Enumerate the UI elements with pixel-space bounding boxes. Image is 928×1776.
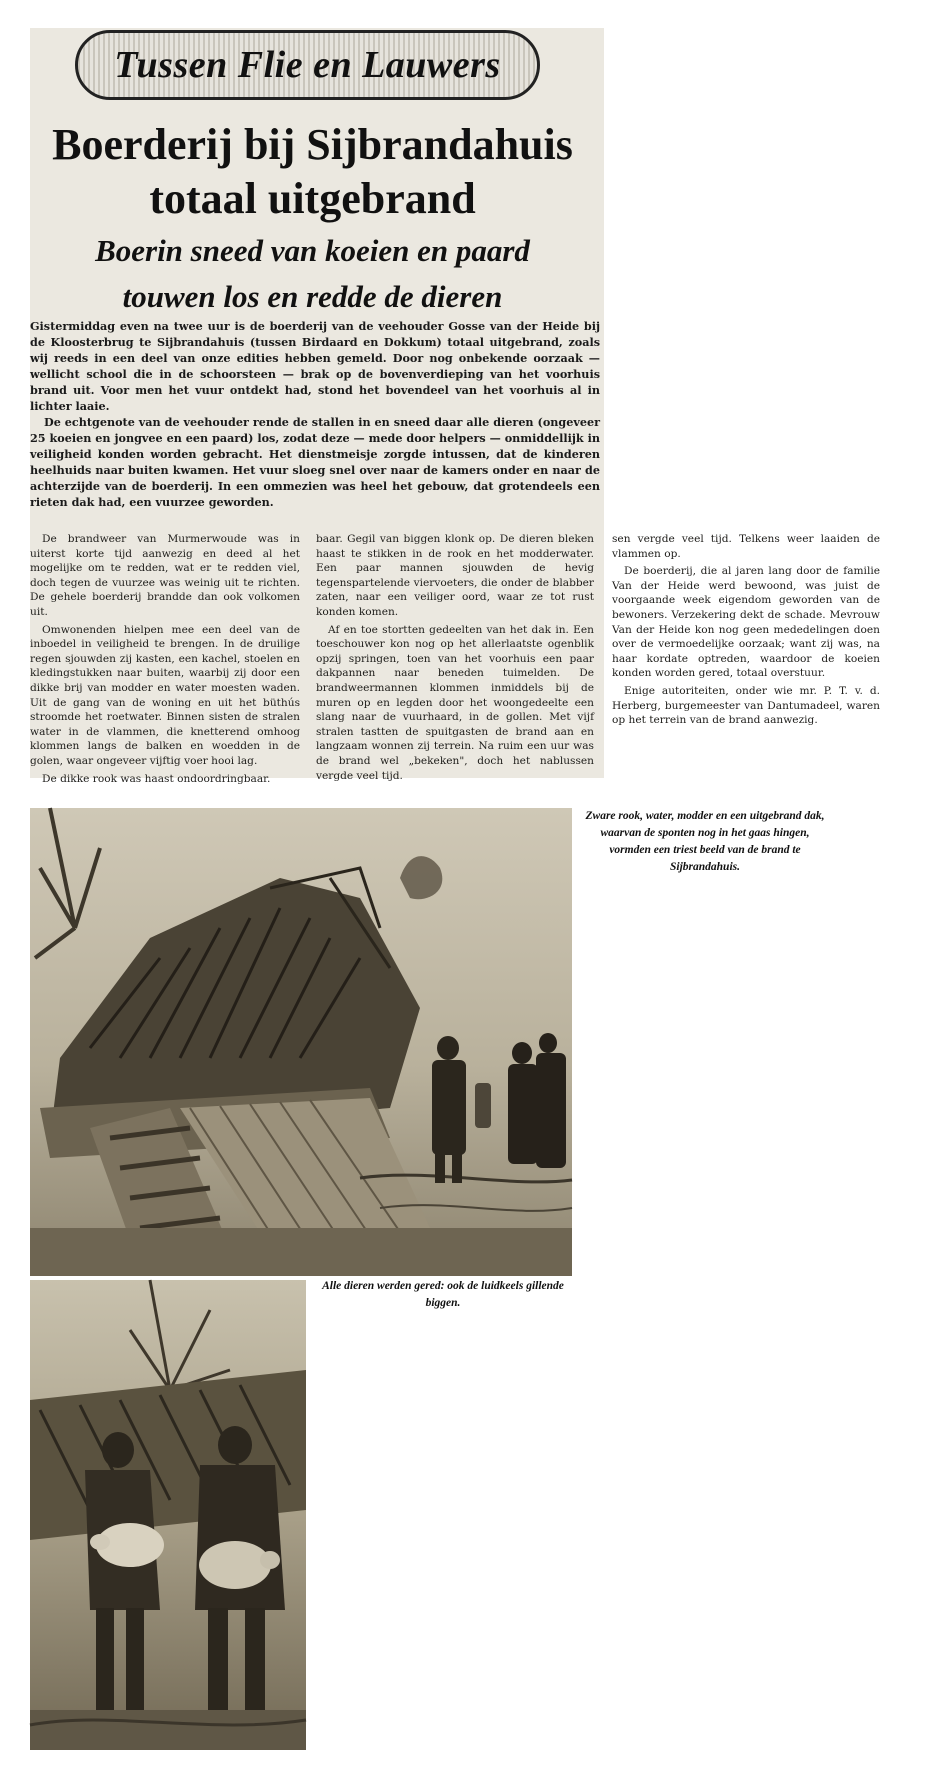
photo-burned-farmhouse (30, 808, 572, 1276)
lead-paragraphs (30, 318, 600, 510)
body-paragraph: sen vergde veel tijd. Telkens weer laaiden de vlammen op. (612, 533, 880, 560)
body-paragraph: De brandweer van Murmerwoude was in uiterst korte tijd aanwezig en deed al het mogelijke om te redden, wat er te redden viel, doch tegen de vuurzee was weinig uit te richten. De gehele boerderij brandde dan ook volkomen uit. (30, 533, 300, 618)
subheadline-line-1: Boerin sneed van koeien en paard (95, 233, 530, 268)
headline-line-2: totaal uitgebrand (149, 174, 476, 223)
body-paragraph: De boerderij, die al jaren lang door de familie Van der Heide werd bewoond, was juist de voorgaande week eigendom geworden van de bewoners. Verzekering dekt de schade. Mevrouw Van der Heide kon nog geen mededelingen doen over de vermoedelijke oorzaak; want zij was, na haar kordate optreden, waardoor de koeien konden worden gered, totaal overstuur. (612, 565, 880, 680)
section-banner-text: Tussen Flie en Lauwers (114, 44, 501, 86)
lead-paragraph: Gistermiddag even na twee uur is de boerderij van de veehouder Gosse van der Heide bij de Kloosterbrug te Sijbrandahuis (tussen Birdaard en Dokkum) totaal uitgebrand, zoals wij reeds in een deel van onze edities hebben gemeld. Door nog onbekende oorzaak — wellicht school die in de schoorsteen — brak op de bovenverdieping van het voorhuis brand uit. Voor men het vuur ontdekt had, stond het bovendeel van het voorhuis al in lichter laaie. (30, 319, 600, 413)
headline-line-1: Boerderij bij Sijbrandahuis (52, 120, 573, 169)
body-paragraph: Enige autoriteiten, onder wie mr. P. T. v. d. Herberg, burgemeester van Dantumadeel, waren op het terrein van de brand aanwezig. (612, 684, 880, 727)
subheadline-line-2: touwen los en redde de dieren (122, 279, 503, 314)
body-paragraph: baar. Gegil van biggen klonk op. De dieren bleken haast te stikken in de rook en het modderwater. Een paar mannen sjouwden de hevig tegenspartelende viervoeters, die onder de blabber zaten, naar een veiliger oord, waar ze tot rust konden komen. (316, 533, 594, 618)
photo-caption-2: Alle dieren werden gered: ook de luidkeels gillende biggen. (322, 1280, 564, 1309)
body-paragraph: De dikke rook was haast ondoordringbaar. (42, 772, 271, 785)
section-banner (75, 30, 540, 100)
subheadline (30, 228, 595, 320)
article-column-3 (612, 532, 880, 731)
headline (40, 118, 585, 226)
article-column-2 (316, 532, 594, 782)
photo-rescued-pigs (30, 1280, 306, 1750)
body-paragraph: Af en toe stortten gedeelten van het dak in. Een toeschouwer kon nog op het allerlaatste ogenblik opzij springen, toen van het voorhuis een paar dakpannen naar beneden tuimelden. De brandweermannen klommen inmiddels bij de muren op en legden door het woongedeelte een slang naar de vuurhaard, in de gollen. Met vijf stralen tastten de spuitgasten de brand aan en langzaam wonnen zij terrein. Na ruim een uur was de brand wel „bekeken", doch het nablussen vergde veel tijd. (316, 623, 594, 782)
lead-paragraph: De echtgenote van de veehouder rende de stallen in en sneed daar alle dieren (ongeveer 25 koeien en jongvee en een paard) los, zodat deze — mede door helpers — onmiddellijk in veiligheid konden worden gebracht. Het dienstmeisje zorgde intussen, dat de kinderen heelhuids naar buiten kwamen. Het vuur sloeg snel over naar de kamers onder en naar de achterzijde van de boerderij. In een ommezien was heel het gebouw, dat grotendeels een rieten dak had, een vuurzee geworden. (30, 415, 600, 509)
photo-caption-1: Zware rook, water, modder en een uitgebrand dak, waarvan de sponten nog in het gaas hingen, vormden een triest beeld van de brand te Sijbrandahuis. (585, 810, 825, 873)
body-paragraph: Omwonenden hielpen mee een deel van de inboedel in veiligheid te brengen. In de druilige regen sjouwden zij kasten, een kachel, stoelen en kledingstukken naar buiten, waarbij zij door een dikke brij van modder en water moesten waden. Uit de gang van de woning en uit het büthús stroomde het roetwater. Binnen sisten de stralen water in de vlammen, die knetterend omhoog klommen langs de balken en woedden in de golen, waar ongeveer vijftig voer hooi lag. (30, 623, 300, 767)
article-column-1 (30, 532, 300, 785)
